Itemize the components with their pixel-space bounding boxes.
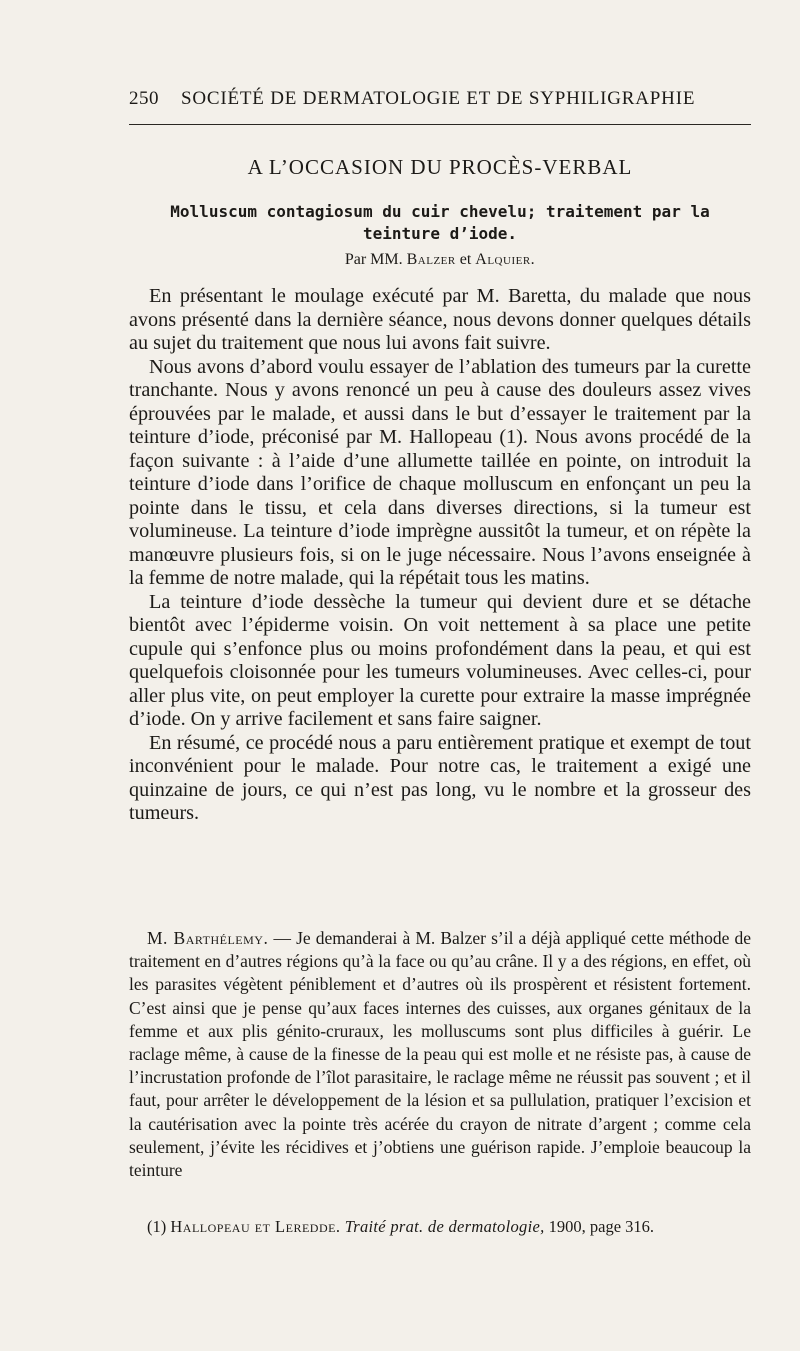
byline [129,251,751,269]
article-title: Molluscum contagiosum du cuir chevelu; traitement par la teinture d’iode. [170,202,710,243]
footnote-details: 1900, page 316. [548,1217,655,1236]
speaker-name: M. Barthélemy. [147,928,269,948]
footnote-work: Traité prat. de dermatologie, [344,1217,545,1236]
header-rule [129,124,751,125]
paragraph-4: En résumé, ce procédé nous a paru entièrement pratique et exempt de tout inconvénient pour le malade. Pour notre cas, le traitement a exigé une quinzaine de jours, ce qui n’est pas long, vu le nombre et la grosseur des tumeurs. [129,731,751,824]
author-alquier: Alquier. [475,251,536,268]
discussion-text: — Je demanderai à M. Balzer s’il a déjà appliqué cette méthode de traitement en d’autres régions qu’à la face ou qu’au crâne. Il y a des régions, en effet, où les parasites végètent péniblement et d’autres où ils prospèrent et résistent fortement. C’est ainsi que je pense qu’aux faces internes des cuisses, aux organes génitaux de la femme et aux plis génito-cruraux, les molluscums sont plus difficiles à guérir. Le raclage même, à cause de la finesse de la peau qui est molle et ne résiste pas, à cause de l’incrustation profonde de l’îlot parasitaire, le raclage même ne réussit pas souvent ; et il faut, pour arrêter le développement de la lésion et sa pullulation, pratiquer l’excision et la cautérisation avec la pointe très acérée du crayon de nitrate d’argent ; comme cela seulement, j’évite les récidives et j’obtiens une guérison rapide. J’emploie beaucoup la teinture [129,928,752,1181]
article-body [129,285,751,826]
paragraph-1: En présentant le moulage exécuté par M. Baretta, du malade que nous avons présenté dans la dernière séance, nous devons donner quelques détails au sujet du traitement que nous lui avons fait suivre. [129,285,751,354]
discussion [129,927,751,1182]
page-number: 250 [129,88,159,109]
footnote-authors: Hallopeau et Leredde. [170,1217,341,1236]
paragraph-3: La teinture d’iode dessèche la tumeur qui devient dure et se détache bientôt avec l’épiderme voisin. On voit nettement à sa place une petite cupule qui s’enfonce plus ou moins profondément dans la peau, et qui est quelquefois cloisonnée pour les tumeurs volumineuses. Avec celles-ci, pour aller plus vite, on peut employer la curette pour extraire la masse imprégnée d’iode. On y arrive facilement et sans faire saigner. [129,590,751,730]
footnote-marker: (1) [147,1217,167,1236]
running-header [129,88,751,110]
running-title: SOCIÉTÉ DE DERMATOLOGIE ET DE SYPHILIGRAPHIE [181,88,696,109]
author-balzer: Balzer [406,251,456,268]
byline-and: et [459,251,472,268]
section-title: A L’OCCASION DU PROCÈS-VERBAL [247,155,633,179]
discussion-paragraph [129,927,751,1182]
byline-prefix: Par MM. [344,251,403,268]
paragraph-2: Nous avons d’abord voulu essayer de l’ablation des tumeurs par la curette tranchante. Nous y avons renoncé un peu à cause des douleurs assez vives éprouvées par le malade, et aussi dans le but d’essayer le traitement par la teinture d’iode, préconisé par M. Hallopeau (1). Nous avons procédé de la façon suivante : à l’aide d’une allumette taillée en pointe, on introduit la teinture d’iode dans l’orifice de chaque molluscum en enfonçant un peu la pointe dans le tissu, et cela dans diverses directions, si la tumeur est volumineuse. La teinture d’iode imprègne aussitôt la tumeur, et on répète la manœuvre plusieurs fois, si on le juge nécessaire. Nous l’avons enseignée à la femme de notre malade, qui la répétait tous les matins. [129,355,751,589]
footnote [129,1217,751,1237]
